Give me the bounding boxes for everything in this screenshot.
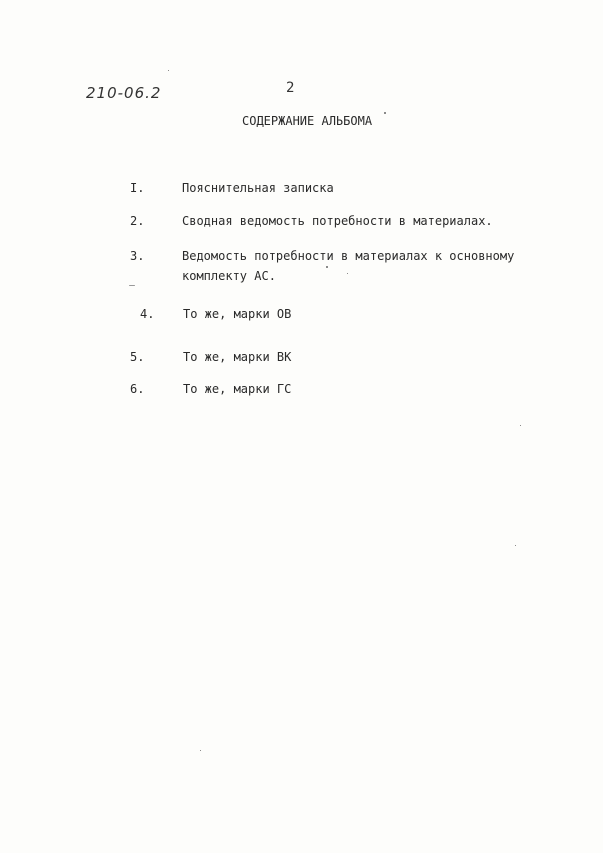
scan-speck: [200, 750, 201, 751]
scan-speck: [168, 70, 169, 71]
page-number: 2: [286, 80, 295, 96]
list-item-text: То же, марки ГС: [183, 382, 292, 396]
scan-speck: [347, 273, 348, 274]
scan-speck: [520, 425, 521, 426]
scan-speck: [326, 266, 328, 268]
list-item-text: То же, марки ОВ: [183, 307, 292, 321]
list-item-number: 4.: [140, 307, 155, 321]
list-item-number: 2.: [130, 214, 145, 228]
list-item-number: 5.: [130, 350, 145, 364]
list-item-number: 3.: [130, 249, 145, 263]
document-code: 210-06.2: [86, 84, 162, 102]
list-item-number: I.: [130, 181, 145, 195]
page-title: СОДЕРЖАНИЕ АЛЬБОМА: [242, 114, 373, 128]
scan-speck: [129, 285, 135, 286]
list-item-text: То же, марки ВК: [183, 350, 292, 364]
list-item-number: 6.: [130, 382, 145, 396]
scan-speck: [384, 112, 386, 114]
scan-speck: [515, 545, 516, 546]
list-item-text: Ведомость потребности в материалах к основному: [182, 249, 515, 263]
list-item-text-continuation: комплекту АС.: [182, 269, 276, 283]
list-item-text: Сводная ведомость потребности в материалах.: [182, 214, 493, 228]
list-item-text: Пояснительная записка: [182, 181, 334, 195]
